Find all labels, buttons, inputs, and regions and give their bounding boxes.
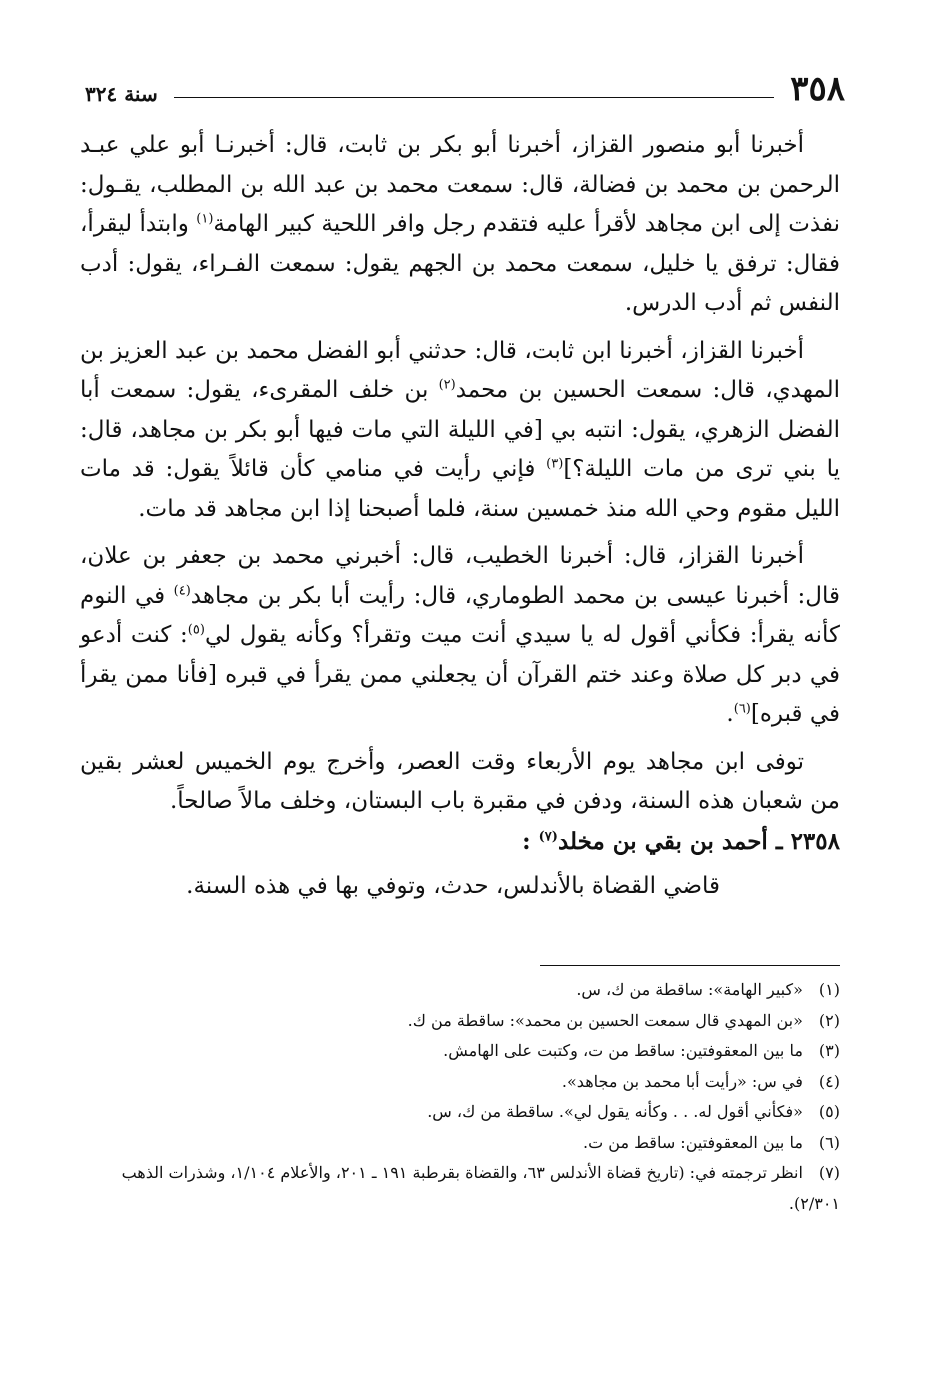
footnote-ref: (٦) <box>733 701 751 717</box>
paragraph-text: أخبرنا أبو منصور القزاز، أخبرنا أبو بكر بن ثابت، قال: أخبرنـا أبو علي عبـد الرحمن بن محمد بن فضالة، قال: سمعت محمد بن عبد الله بن المطلب، يقـول: نفذت إلى ابن مجاهد لأقرأ عليه فتقدم رجل وافر اللحية كبير الهامة <box>80 132 840 237</box>
footnote-number: (٤) <box>818 1071 840 1091</box>
footnote-ref: (٤) <box>173 582 191 598</box>
page-header <box>85 62 845 109</box>
paragraph-text: : كنت أدعو في دبر كل صلاة وعند ختم القرآن أن يجعلني ممن يقرأ في قبره [فأنا ممن يقرأ في قبره] <box>80 622 840 727</box>
header-rule <box>174 97 774 98</box>
running-head: سنة ٣٢٤ <box>85 82 158 106</box>
footnote-text: انظر ترجمته في: (تاريخ قضاة الأندلس ٦٣، والقضاة بقرطبة ١٩١ ـ ٢٠١، والأعلام ١/١٠٤، وشذرات الذهب ٢/٣٠١). <box>121 1163 840 1213</box>
footnote <box>80 1036 840 1067</box>
footnote-ref: (٣) <box>546 456 564 472</box>
footnote-text: «فكأني أقول له. . . وكأنه يقول لي». ساقطة من ك، س. <box>427 1102 803 1121</box>
main-text <box>80 126 840 907</box>
footnote-number: (١) <box>818 980 840 999</box>
footnote-text: ما بين المعقوفتين: ساقط من ت، وكتبت على الهامش. <box>443 1041 803 1060</box>
footnote-text: في س: «رأيت أبا محمد بن مجاهد». <box>561 1071 803 1091</box>
paragraph-text: فإني رأيت في منامي كأن قائلاً يقول: قد مات الليل مقوم وحي الله منذ خمسين سنة، فلما أصبحنا إذا ابن مجاهد قد مات. <box>80 456 840 522</box>
paragraph-text: أخبرنا القزاز، قال: أخبرنا الخطيب، قال: أخبرني محمد بن جعفر بن علان، قال: أخبرنا عيسى بن محمد الطوماري، قال: رأيت أبا بكر بن مجاهد <box>80 543 840 609</box>
footnote <box>80 975 840 1006</box>
paragraph-1 <box>80 126 840 324</box>
footnote-number: (٥) <box>818 1102 840 1121</box>
footnote <box>80 1067 840 1098</box>
paragraph-text: أخبرنا القزاز، أخبرنا ابن ثابت، قال: حدثني أبو الفضل محمد بن عبد العزيز بن المهدي، قال: سمعت الحسين بن محمد <box>80 337 840 403</box>
entry-title-colon: : <box>522 827 539 855</box>
footnote <box>80 1158 840 1219</box>
footnote-ref: (٥) <box>187 622 205 638</box>
paragraph-4 <box>80 743 840 822</box>
entry-heading <box>80 822 840 862</box>
footnote <box>80 1097 840 1128</box>
footnote <box>80 1128 840 1159</box>
footnote-number: (٢) <box>818 1010 840 1030</box>
footnote-ref: (٢) <box>438 377 456 393</box>
footnote-text: «بن المهدي قال سمعت الحسين بن محمد»: ساقطة من ك. <box>407 1010 803 1030</box>
paragraph-text: بن خلف المقرىء، يقول: سمعت أبا الفضل الزهري، يقول: انتبه بي [في الليلة التي مات فيها أبو بكر بن مجاهد، قال: يا بني ترى من مات الليلة؟] <box>80 377 840 482</box>
footnote-text: ما بين المعقوفتين: ساقط من ت. <box>583 1132 803 1152</box>
entry-body: قاضي القضاة بالأندلس، حدث، وتوفي بها في هذه السنة. <box>186 873 720 899</box>
page-number: ٣٥٨ <box>790 69 845 109</box>
footnotes <box>80 975 840 1219</box>
footnote-number: (٧) <box>818 1163 840 1182</box>
paragraph-2 <box>80 332 840 530</box>
paragraph-text: . <box>726 701 734 727</box>
paragraph-text: في النوم كأنه يقرأ: فكأني أقول له يا سيدي أنت ميت وتقرأ؟ وكأنه يقول لي <box>80 582 840 648</box>
footnote-number: (٦) <box>818 1132 840 1152</box>
footnote-text: «كبير الهامة»: ساقطة من ك، س. <box>576 980 803 999</box>
footnote-ref: (٧) <box>538 828 558 844</box>
entry-title: ٢٣٥٨ ـ أحمد بن بقي بن مخلد <box>557 827 840 855</box>
footnote-rule <box>540 965 840 966</box>
paragraph-text: توفى ابن مجاهد يوم الأربعاء وقت العصر، وأخرج يوم الخميس لعشر بقين من شعبان هذه السنة، ودفن في مقبرة باب البستان، وخلف مالاً صالحاً. <box>80 748 840 814</box>
paragraph-text: وابتدأ ليقرأ، فقال: ترفق يا خليل، سمعت محمد بن الجهم يقول: سمعت الفـراء، يقول: أدب النفس ثم أدب الدرس. <box>80 211 840 316</box>
footnote <box>80 1006 840 1037</box>
footnote-number: (٣) <box>818 1041 840 1060</box>
paragraph-3 <box>80 537 840 735</box>
footnote-ref: (١) <box>196 211 214 227</box>
